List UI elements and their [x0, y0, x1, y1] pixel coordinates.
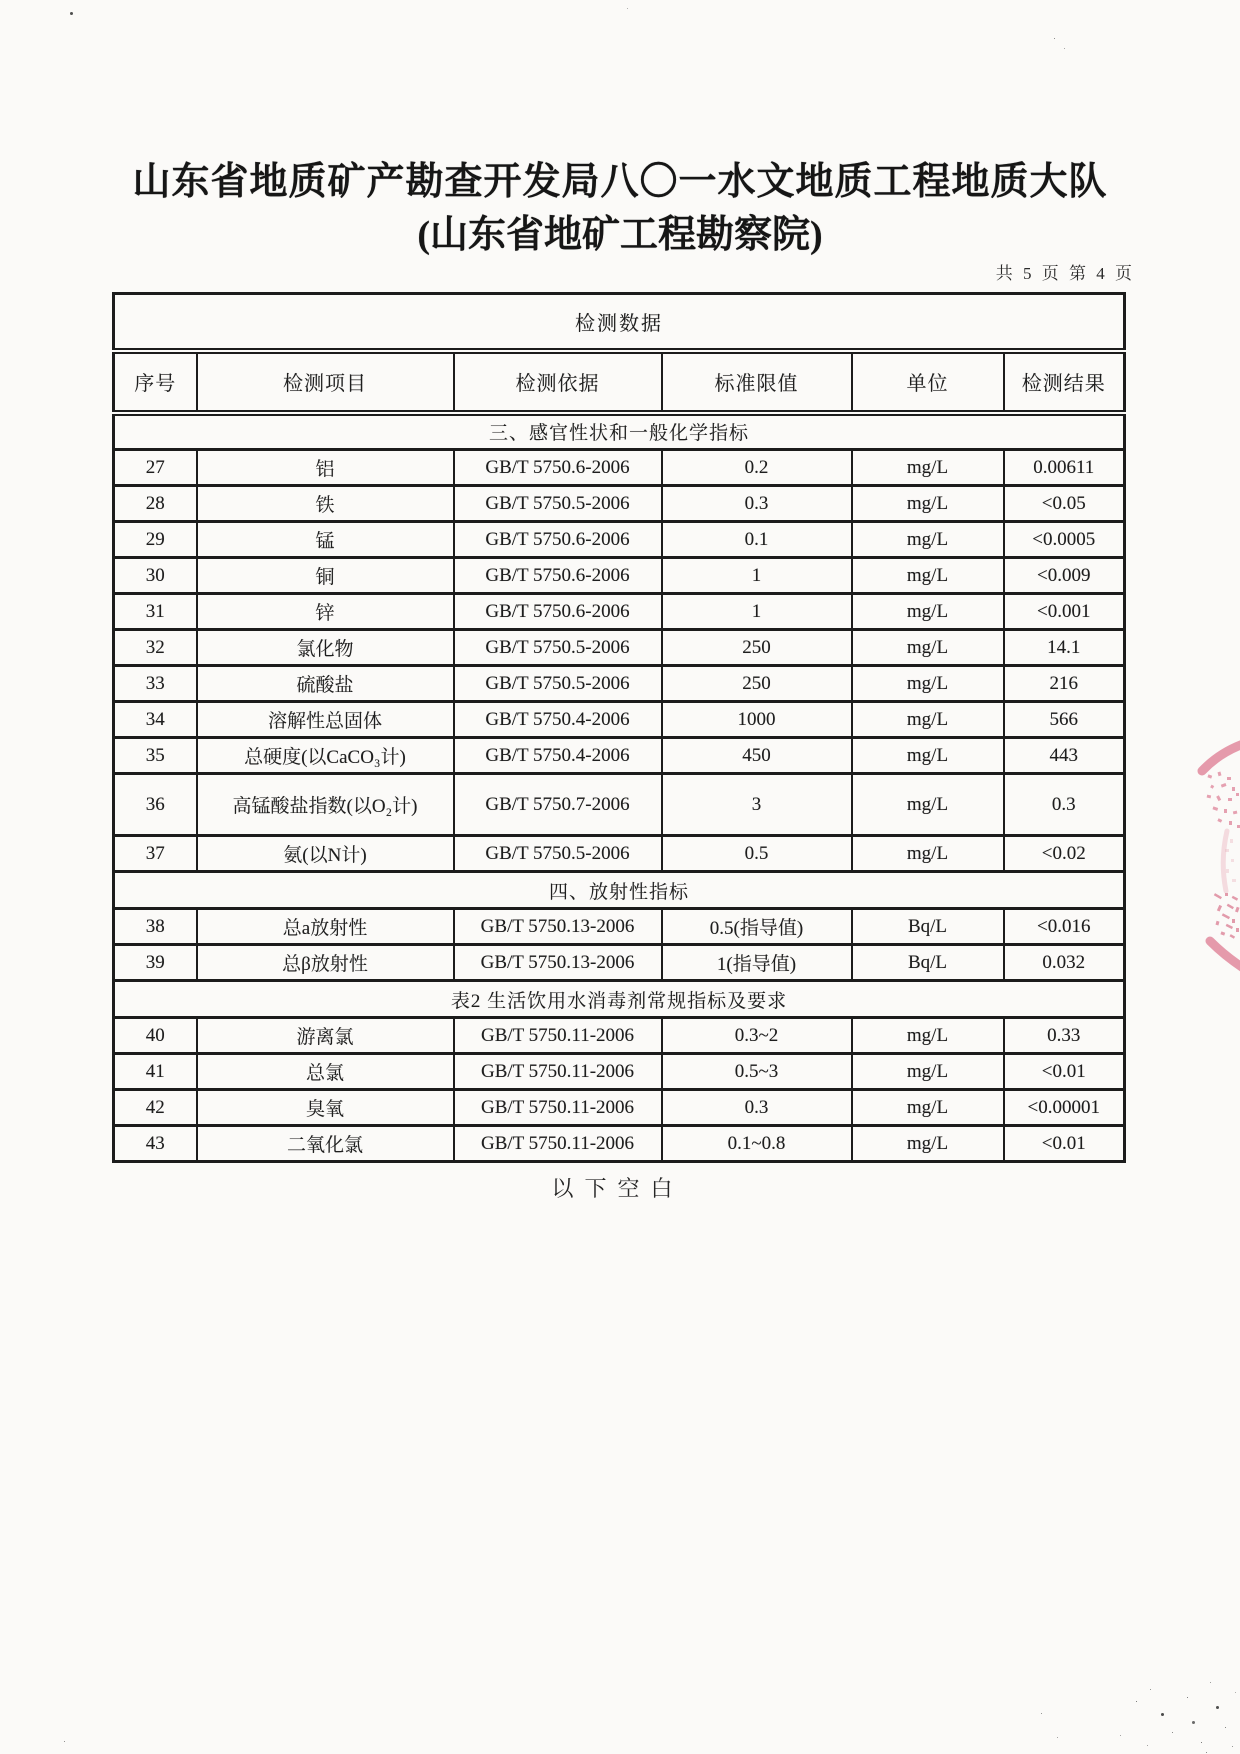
section-label: 表2 生活饮用水消毒剂常规指标及要求 — [114, 981, 1125, 1018]
section-row — [114, 413, 1125, 450]
below-blank-note: 以下空白 — [551, 1176, 684, 1201]
cell-limit: 0.5 — [662, 836, 852, 872]
cell-no: 37 — [114, 836, 197, 872]
cell-item: 总a放射性 — [197, 909, 454, 945]
cell-result: <0.009 — [1004, 558, 1125, 594]
cell-method: GB/T 5750.6-2006 — [454, 522, 662, 558]
table-row — [114, 1018, 1125, 1054]
section-row — [114, 981, 1125, 1018]
cell-method: GB/T 5750.5-2006 — [454, 486, 662, 522]
cell-unit: mg/L — [852, 1090, 1004, 1126]
cell-result: <0.016 — [1004, 909, 1125, 945]
cell-limit: 0.5~3 — [662, 1054, 852, 1090]
cell-method: GB/T 5750.4-2006 — [454, 738, 662, 774]
test-data-table — [112, 292, 1126, 1163]
cell-no: 42 — [114, 1090, 197, 1126]
cell-item: 氨(以N计) — [197, 836, 454, 872]
cell-no: 35 — [114, 738, 197, 774]
cell-unit: Bq/L — [852, 909, 1004, 945]
cell-method: GB/T 5750.13-2006 — [454, 909, 662, 945]
cell-method: GB/T 5750.11-2006 — [454, 1054, 662, 1090]
cell-no: 27 — [114, 450, 197, 486]
table-row — [114, 522, 1125, 558]
cell-unit: mg/L — [852, 836, 1004, 872]
table-row — [114, 1126, 1125, 1162]
table-row — [114, 774, 1125, 836]
cell-result: <0.001 — [1004, 594, 1125, 630]
cell-item: 铜 — [197, 558, 454, 594]
cell-method: GB/T 5750.11-2006 — [454, 1126, 662, 1162]
cell-unit: Bq/L — [852, 945, 1004, 981]
cell-item: 总氯 — [197, 1054, 454, 1090]
cell-no: 29 — [114, 522, 197, 558]
table-row — [114, 836, 1125, 872]
cell-unit: mg/L — [852, 666, 1004, 702]
table-row — [114, 702, 1125, 738]
cell-no: 38 — [114, 909, 197, 945]
cell-no: 28 — [114, 486, 197, 522]
cell-item: 硫酸盐 — [197, 666, 454, 702]
cell-limit: 0.3 — [662, 486, 852, 522]
cell-limit: 1000 — [662, 702, 852, 738]
table-row — [114, 486, 1125, 522]
cell-unit: mg/L — [852, 594, 1004, 630]
cell-unit: mg/L — [852, 1018, 1004, 1054]
cell-result: <0.01 — [1004, 1054, 1125, 1090]
cell-item: 总β放射性 — [197, 945, 454, 981]
cell-limit: 0.1 — [662, 522, 852, 558]
table-row — [114, 945, 1125, 981]
cell-limit: 3 — [662, 774, 852, 836]
cell-unit: mg/L — [852, 522, 1004, 558]
cell-unit: mg/L — [852, 774, 1004, 836]
table-row — [114, 1090, 1125, 1126]
cell-item: 铝 — [197, 450, 454, 486]
red-seal-stamp — [1180, 735, 1240, 980]
cell-result: <0.05 — [1004, 486, 1125, 522]
report-title-line1: 山东省地质矿产勘查开发局八〇一水文地质工程地质大队 — [132, 161, 1108, 203]
cell-no: 33 — [114, 666, 197, 702]
cell-no: 41 — [114, 1054, 197, 1090]
cell-unit: mg/L — [852, 1126, 1004, 1162]
cell-result: 14.1 — [1004, 630, 1125, 666]
table-caption-row — [114, 294, 1125, 351]
table-row — [114, 909, 1125, 945]
cell-result: <0.0005 — [1004, 522, 1125, 558]
cell-method: GB/T 5750.5-2006 — [454, 630, 662, 666]
cell-method: GB/T 5750.13-2006 — [454, 945, 662, 981]
cell-item: 溶解性总固体 — [197, 702, 454, 738]
cell-no: 30 — [114, 558, 197, 594]
section-label: 四、放射性指标 — [114, 872, 1125, 909]
cell-method: GB/T 5750.11-2006 — [454, 1018, 662, 1054]
cell-unit: mg/L — [852, 558, 1004, 594]
cell-limit: 0.5(指导值) — [662, 909, 852, 945]
table-row — [114, 738, 1125, 774]
cell-result: 0.33 — [1004, 1018, 1125, 1054]
table-row — [114, 630, 1125, 666]
cell-no: 39 — [114, 945, 197, 981]
cell-item: 高锰酸盐指数(以O₂计) — [197, 774, 454, 836]
scan-noise-specks — [0, 0, 3, 3]
cell-limit: 1(指导值) — [662, 945, 852, 981]
column-header: 序号 — [114, 351, 197, 413]
cell-limit: 250 — [662, 666, 852, 702]
cell-method: GB/T 5750.6-2006 — [454, 558, 662, 594]
table-row — [114, 1054, 1125, 1090]
section-label: 三、感官性状和一般化学指标 — [114, 413, 1125, 450]
cell-result: <0.00001 — [1004, 1090, 1125, 1126]
column-header: 检测依据 — [454, 351, 662, 413]
column-header: 检测项目 — [197, 351, 454, 413]
cell-unit: mg/L — [852, 738, 1004, 774]
cell-item: 铁 — [197, 486, 454, 522]
cell-limit: 0.3~2 — [662, 1018, 852, 1054]
cell-method: GB/T 5750.7-2006 — [454, 774, 662, 836]
cell-limit: 0.2 — [662, 450, 852, 486]
column-header: 单位 — [852, 351, 1004, 413]
cell-item: 锰 — [197, 522, 454, 558]
cell-item: 锌 — [197, 594, 454, 630]
cell-unit: mg/L — [852, 630, 1004, 666]
section-row — [114, 872, 1125, 909]
cell-unit: mg/L — [852, 702, 1004, 738]
cell-result: 0.00611 — [1004, 450, 1125, 486]
cell-method: GB/T 5750.5-2006 — [454, 836, 662, 872]
cell-result: 443 — [1004, 738, 1125, 774]
cell-method: GB/T 5750.6-2006 — [454, 450, 662, 486]
cell-result: 0.032 — [1004, 945, 1125, 981]
cell-result: 216 — [1004, 666, 1125, 702]
cell-result: 0.3 — [1004, 774, 1125, 836]
cell-limit: 0.1~0.8 — [662, 1126, 852, 1162]
cell-result: <0.02 — [1004, 836, 1125, 872]
table-header-row — [114, 351, 1125, 413]
cell-no: 32 — [114, 630, 197, 666]
cell-unit: mg/L — [852, 1054, 1004, 1090]
cell-no: 36 — [114, 774, 197, 836]
cell-result: 566 — [1004, 702, 1125, 738]
table-row — [114, 666, 1125, 702]
cell-no: 34 — [114, 702, 197, 738]
cell-item: 二氧化氯 — [197, 1126, 454, 1162]
cell-no: 40 — [114, 1018, 197, 1054]
table-row — [114, 594, 1125, 630]
cell-limit: 250 — [662, 630, 852, 666]
cell-no: 43 — [114, 1126, 197, 1162]
cell-item: 氯化物 — [197, 630, 454, 666]
table-row — [114, 450, 1125, 486]
cell-limit: 1 — [662, 558, 852, 594]
cell-item: 臭氧 — [197, 1090, 454, 1126]
cell-no: 31 — [114, 594, 197, 630]
cell-method: GB/T 5750.11-2006 — [454, 1090, 662, 1126]
cell-result: <0.01 — [1004, 1126, 1125, 1162]
table-caption: 检测数据 — [114, 294, 1125, 351]
cell-limit: 1 — [662, 594, 852, 630]
table-body — [114, 413, 1125, 1162]
cell-item: 游离氯 — [197, 1018, 454, 1054]
cell-method: GB/T 5750.5-2006 — [454, 666, 662, 702]
report-title-line2: (山东省地矿工程勘察院) — [417, 214, 823, 256]
cell-item: 总硬度(以CaCO₃计) — [197, 738, 454, 774]
table-row — [114, 558, 1125, 594]
cell-unit: mg/L — [852, 450, 1004, 486]
cell-unit: mg/L — [852, 486, 1004, 522]
column-header: 检测结果 — [1004, 351, 1125, 413]
page-count-info: 共 5 页 第 4 页 — [995, 264, 1135, 283]
cell-method: GB/T 5750.4-2006 — [454, 702, 662, 738]
cell-limit: 0.3 — [662, 1090, 852, 1126]
cell-method: GB/T 5750.6-2006 — [454, 594, 662, 630]
column-header: 标准限值 — [662, 351, 852, 413]
cell-limit: 450 — [662, 738, 852, 774]
